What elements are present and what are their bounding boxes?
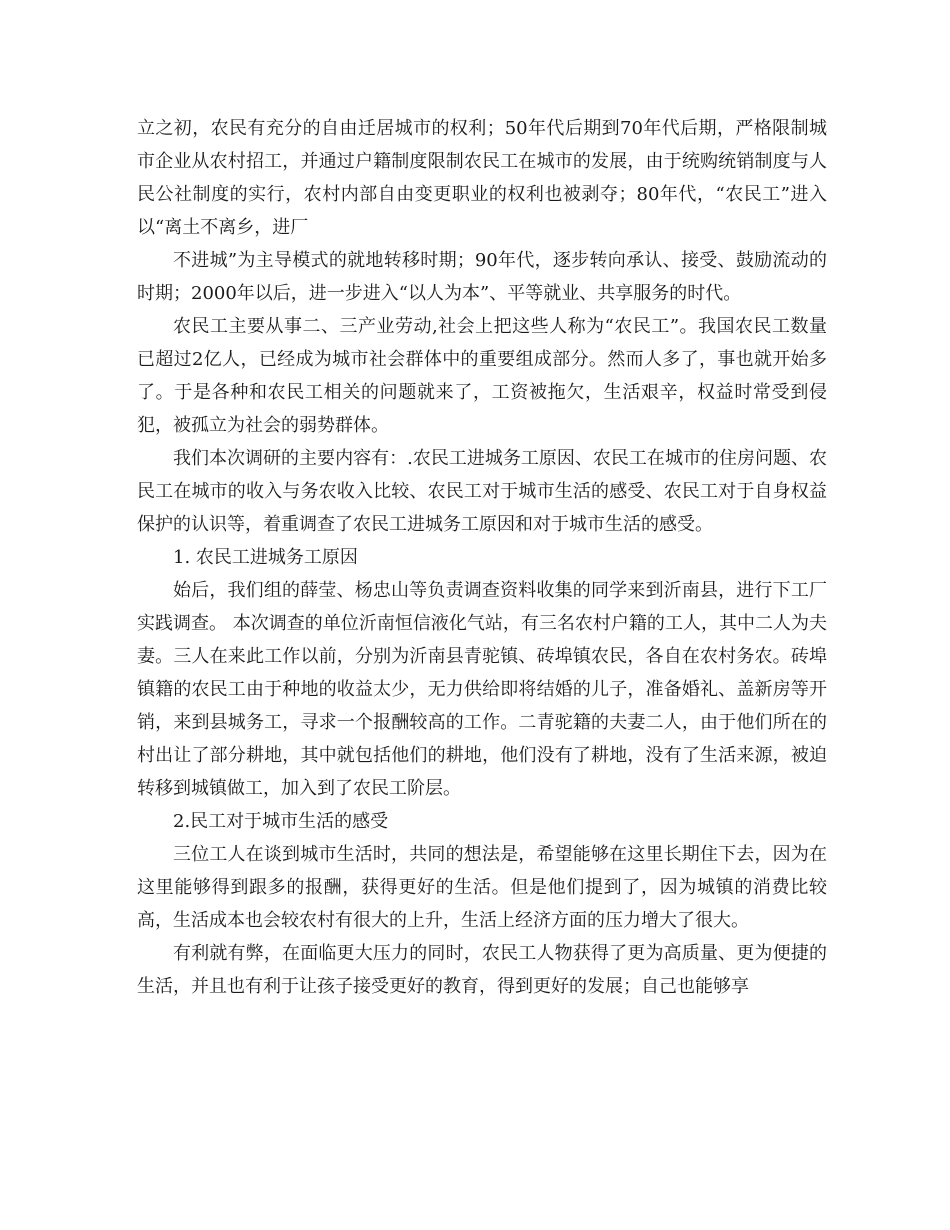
paragraph-6: 三位工人在谈到城市生活时，共同的想法是，希望能够在这里长期住下去，因为在这里能够得到跟多的报酬，获得更好的生活。但是他们提到了，因为城镇的消费比较高，生活成本也会较农村有很大的上升，生活上经济方面的压力增大了很大。 [137, 844, 827, 931]
section-heading-1: 1. 农民工进城务工原因 [173, 547, 358, 568]
document-body [137, 112, 827, 1003]
paragraph-7: 有利就有弊，在面临更大压力的同时，农民工人物获得了更为高质量、更为便捷的生活，并且也有利于让孩子接受更好的教育，得到更好的发展；自己也能够享 [137, 943, 827, 997]
paragraph-1: 立之初，农民有充分的自由迁居城市的权利；50年代后期到70年代后期，严格限制城市企业从农村招工，并通过户籍制度限制农民工在城市的发展，由于统购统销制度与人民公社制度的实行，农村内部自由变更职业的权利也被剥夺；80年代，“农民工”进入以“离土不离乡，进厂 [137, 118, 827, 238]
section-heading-2: 2.民工对于城市生活的感受 [173, 811, 389, 832]
paragraph-2: 不进城”为主导模式的就地转移时期；90年代，逐步转向承认、接受、鼓励流动的时期；2000年以后，进一步进入“以人为本”、平等就业、共享服务的时代。 [137, 250, 827, 304]
paragraph-5: 始后，我们组的薛莹、杨忠山等负责调查资料收集的同学来到沂南县，进行下工厂实践调查。 本次调查的单位沂南恒信液化气站，有三名农村户籍的工人，其中二人为夫妻。三人在来此工作以前，分别为沂南县青驼镇、砖埠镇农民，各自在农村务农。砖埠镇籍的农民工由于种地的收益太少，无力供给即将结婚的儿子，准备婚礼、盖新房等开销，来到县城务工，寻求一个报酬较高的工作。二青驼籍的夫妻二人，由于他们所在的村出让了部分耕地，其中就包括他们的耕地，他们没有了耕地，没有了生活来源，被迫转移到城镇做工，加入到了农民工阶层。 [137, 580, 827, 799]
paragraph-4: 我们本次调研的主要内容有：.农民工进城务工原因、农民工在城市的住房问题、农民工在城市的收入与务农收入比较、农民工对于城市生活的感受、农民工对于自身权益保护的认识等，着重调查了农民工进城务工原因和对于城市生活的感受。 [137, 448, 827, 535]
paragraph-3: 农民工主要从事二、三产业劳动,社会上把这些人称为“农民工”。我国农民工数量已超过2亿人，已经成为城市社会群体中的重要组成部分。然而人多了，事也就开始多了。于是各种和农民工相关的问题就来了，工资被拖欠，生活艰辛，权益时常受到侵犯，被孤立为社会的弱势群体。 [137, 316, 827, 436]
